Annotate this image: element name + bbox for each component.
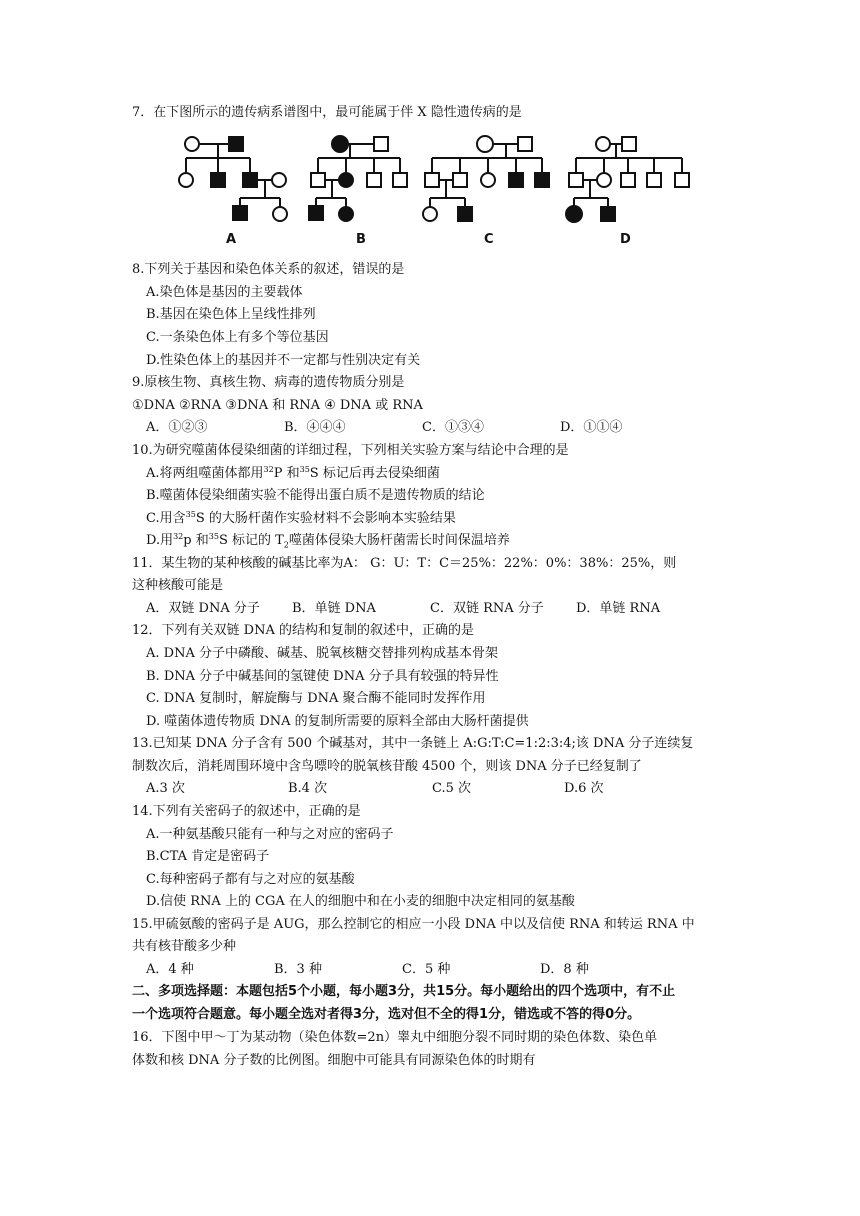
q12-option-c: C. DNA 复制时，解旋酶与 DNA 聚合酶不能同时发挥作用 bbox=[146, 691, 486, 706]
q15-option-a: A．4 种 bbox=[146, 962, 194, 977]
q11-option-c: C．双链 RNA 分子 bbox=[430, 601, 544, 616]
q15-options bbox=[146, 961, 589, 979]
q9-items: ①DNA ②RNA ③DNA 和 RNA ④ DNA 或 RNA bbox=[132, 398, 423, 413]
q14-stem: 14.下列有关密码子的叙述中，正确的是 bbox=[132, 804, 361, 819]
q13-option-b: B.4 次 bbox=[288, 781, 328, 796]
q9-option-a: A．①②③ bbox=[146, 420, 208, 435]
pedigree-label-d: D bbox=[620, 232, 631, 247]
q13-option-a: A.3 次 bbox=[146, 781, 185, 796]
q12-option-d: D. 噬菌体遗传物质 DNA 的复制所需要的原料全部由大肠杆菌提供 bbox=[146, 714, 529, 729]
q14-option-c: C.每种密码子都有与之对应的氨基酸 bbox=[146, 872, 355, 887]
q16-stem-1: 16．下图中甲～丁为某动物（染色体数=2n）睾丸中细胞分裂不同时期的染色体数、染色单 bbox=[132, 1030, 658, 1045]
q16-stem-2: 体数和核 DNA 分子数的比例图。细胞中可能具有同源染色体的时期有 bbox=[132, 1053, 536, 1068]
q13-stem-2: 制数次后，消耗周围环境中含鸟嘌呤的脱氧核苷酸 4500 个，则该 DNA 分子已经复制了 bbox=[132, 759, 642, 774]
q14-option-a: A.一种氨基酸只能有一种与之对应的密码子 bbox=[146, 827, 394, 842]
q14-option-b: B.CTA 肯定是密码子 bbox=[146, 849, 270, 864]
q12-stem: 12．下列有关双链 DNA 的结构和复制的叙述中，正确的是 bbox=[132, 623, 474, 638]
q8-option-d: D.性染色体上的基因并不一定都与性别决定有关 bbox=[146, 353, 421, 368]
q13-stem-1: 13.已知某 DNA 分子含有 500 个碱基对，其中一条链上 A:G:T:C=1:2:3:4;该 DNA 分子连续复 bbox=[132, 736, 694, 751]
q9-option-c: C．①③④ bbox=[422, 420, 484, 435]
q14-option-d: D.信使 RNA 上的 CGA 在人的细胞中和在小麦的细胞中决定相同的氨基酸 bbox=[146, 894, 575, 909]
q10-option-d: D.用$^{32}$p 和$^{35}$S 标记的 $T_2$噬菌体侵染大肠杆菌需长时间保温培养 bbox=[146, 532, 510, 550]
section2-line-1: 二、多项选择题：本题包括5个小题，每小题3分，共15分。每小题给出的四个选项中，有不止 bbox=[132, 984, 676, 999]
q12-option-b: B. DNA 分子中碱基间的氢键使 DNA 分子具有较强的特异性 bbox=[146, 669, 499, 684]
q15-stem-1: 15.甲硫氨酸的密码子是 AUG，那么控制它的相应一小段 DNA 中以及信使 RNA 和转运 RNA 中 bbox=[132, 917, 695, 932]
q9-stem: 9.原核生物、真核生物、病毒的遗传物质分别是 bbox=[132, 375, 405, 390]
q8-option-c: C.一条染色体上有多个等位基因 bbox=[146, 330, 329, 345]
q11-stem-2: 这种核酸可能是 bbox=[132, 578, 224, 593]
q11-stem-1: 11．某生物的某种核酸的碱基比率为A： G：U：T：C＝25%：22%：0%：38%：25%，则 bbox=[132, 556, 677, 571]
q13-option-d: D.6 次 bbox=[564, 781, 604, 796]
q8-stem: 8.下列关于基因和染色体关系的叙述，错误的是 bbox=[132, 262, 405, 277]
q13-options bbox=[146, 780, 604, 798]
q7-stem: 7．在下图所示的遗传病系谱图中，最可能属于伴 X 隐性遗传病的是 bbox=[132, 105, 522, 120]
pedigree-label-c: C bbox=[484, 232, 494, 247]
q9-option-b: B．④④④ bbox=[284, 420, 346, 435]
q8-option-a: A.染色体是基因的主要载体 bbox=[146, 285, 303, 300]
q9-options bbox=[146, 419, 622, 437]
pedigree-d bbox=[566, 137, 689, 222]
q15-stem-2: 共有核苷酸多少种 bbox=[132, 939, 237, 954]
q11-option-a: A．双链 DNA 分子 bbox=[146, 601, 260, 616]
q15-option-d: D．8 种 bbox=[540, 962, 589, 977]
section2-line-2: 一个选项符合题意。每小题全选对者得3分，选对但不全的得1分，错选或不答的得0分。 bbox=[132, 1007, 641, 1022]
pedigree-b bbox=[309, 136, 407, 221]
pedigree-a bbox=[179, 137, 287, 221]
q13-option-c: C.5 次 bbox=[432, 781, 472, 796]
pedigree-c bbox=[423, 136, 549, 221]
q10-option-a: A.将两组噬菌体都用$^{32}$P 和$^{35}$S 标记后再去侵染细菌 bbox=[146, 465, 440, 481]
q10-option-c: C.用含$^{35}$S 的大肠杆菌作实验材料不会影响本实验结果 bbox=[146, 510, 456, 526]
q10-option-b: B.噬菌体侵染细菌实验不能得出蛋白质不是遗传物质的结论 bbox=[146, 488, 485, 503]
pedigree-figures bbox=[170, 128, 700, 228]
q15-option-c: C．5 种 bbox=[402, 962, 451, 977]
q15-option-b: B．3 种 bbox=[274, 962, 322, 977]
q11-option-d: D．单链 RNA bbox=[576, 601, 661, 616]
q9-option-d: D．①①④ bbox=[560, 420, 623, 435]
q11-options bbox=[146, 600, 660, 618]
q11-option-b: B．单链 DNA bbox=[292, 601, 376, 616]
q12-option-a: A. DNA 分子中磷酸、碱基、脱氧核糖交替排列构成基本骨架 bbox=[146, 646, 498, 661]
pedigree-label-b: B bbox=[356, 232, 366, 247]
q8-option-b: B.基因在染色体上呈线性排列 bbox=[146, 307, 316, 322]
pedigree-label-a: A bbox=[226, 232, 237, 247]
q10-stem: 10.为研究噬菌体侵染细菌的详细过程，下列相关实验方案与结论中合理的是 bbox=[132, 443, 569, 458]
